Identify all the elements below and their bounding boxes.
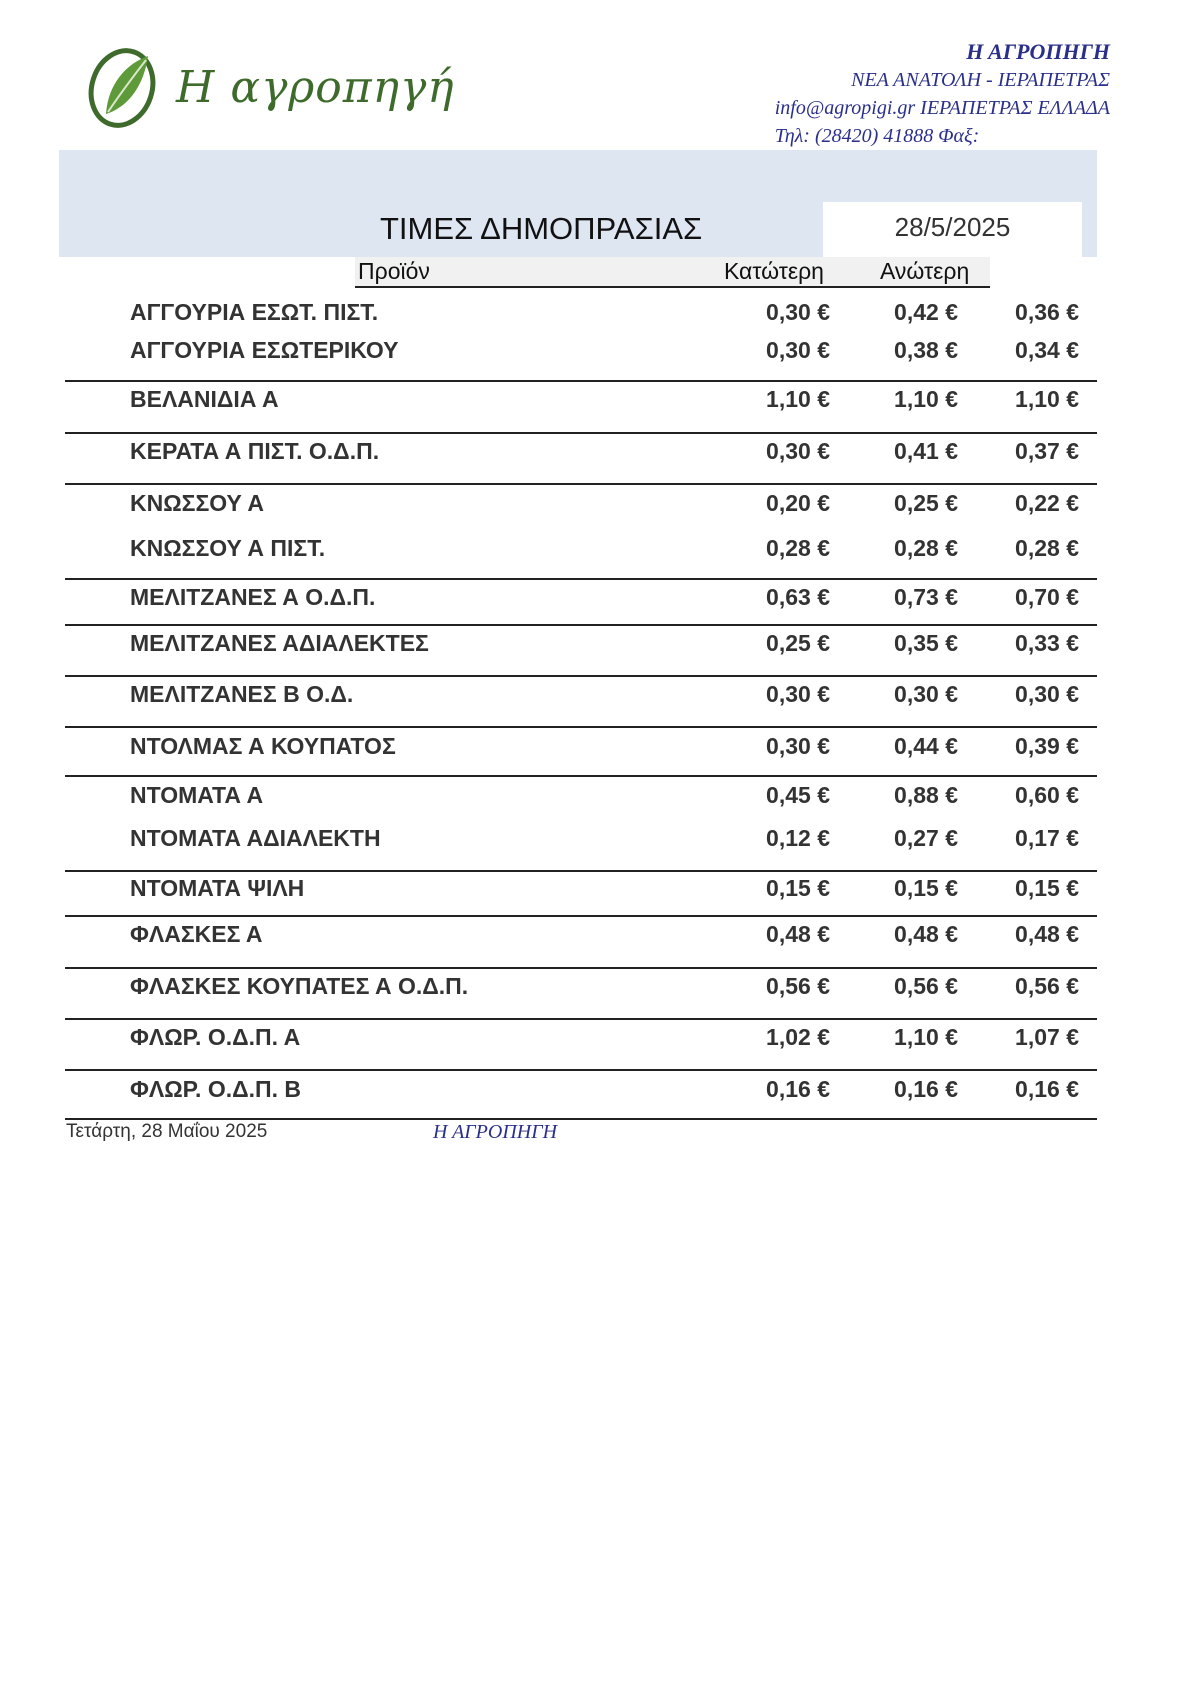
logo-text: Η αγροπηγή bbox=[176, 62, 455, 113]
footer-date: Τετάρτη, 28 Μαΐου 2025 bbox=[66, 1121, 268, 1142]
price-average: 0,28 € bbox=[1015, 535, 1079, 561]
product-name: ΜΕΛΙΤΖΑΝΕΣ Β Ο.Δ. bbox=[130, 681, 354, 707]
price-low: 0,56 € bbox=[766, 973, 830, 999]
product-name: ΝΤΟΜΑΤΑ ΨΙΛΗ bbox=[130, 875, 305, 901]
price-high: 0,30 € bbox=[894, 681, 958, 707]
column-header-low: Κατώτερη bbox=[724, 258, 824, 284]
price-high: 0,25 € bbox=[894, 490, 958, 516]
table-row bbox=[0, 299, 1200, 329]
row-divider bbox=[65, 380, 1097, 382]
price-high: 0,27 € bbox=[894, 825, 958, 851]
table-row bbox=[0, 825, 1200, 855]
price-average: 1,07 € bbox=[1015, 1024, 1079, 1050]
row-divider bbox=[65, 1018, 1097, 1020]
price-average: 0,37 € bbox=[1015, 438, 1079, 464]
product-name: ΦΛΩΡ. Ο.Δ.Π. Α bbox=[130, 1024, 301, 1050]
price-average: 0,70 € bbox=[1015, 584, 1079, 610]
product-name: ΚΝΩΣΣΟΥ Α bbox=[130, 490, 265, 516]
product-name: ΚΕΡΑΤΑ Α ΠΙΣΤ. Ο.Δ.Π. bbox=[130, 438, 380, 464]
column-header-rule bbox=[355, 286, 990, 288]
price-average: 1,10 € bbox=[1015, 386, 1079, 412]
table-row bbox=[0, 875, 1200, 905]
table-row bbox=[0, 386, 1200, 416]
row-divider bbox=[65, 870, 1097, 872]
product-name: ΦΛΑΣΚΕΣ ΚΟΥΠΑΤΕΣ Α Ο.Δ.Π. bbox=[130, 973, 469, 999]
column-header-high: Ανώτερη bbox=[880, 258, 970, 284]
price-high: 0,42 € bbox=[894, 299, 958, 325]
table-row bbox=[0, 782, 1200, 812]
row-divider bbox=[65, 578, 1097, 580]
company-info bbox=[775, 38, 1110, 150]
price-low: 0,30 € bbox=[766, 337, 830, 363]
product-name: ΦΛΩΡ. Ο.Δ.Π. Β bbox=[130, 1076, 302, 1102]
product-name: ΑΓΓΟΥΡΙΑ ΕΣΩΤ. ΠΙΣΤ. bbox=[130, 299, 379, 325]
price-high: 0,38 € bbox=[894, 337, 958, 363]
price-low: 0,15 € bbox=[766, 875, 830, 901]
price-average: 0,60 € bbox=[1015, 782, 1079, 808]
price-average: 0,36 € bbox=[1015, 299, 1079, 325]
company-address: ΝΕΑ ΑΝΑΤΟΛΗ - ΙΕΡΑΠΕΤΡΑΣ bbox=[851, 69, 1110, 91]
footer-company-name: Η ΑΓΡΟΠΗΓΗ bbox=[433, 1121, 558, 1143]
row-divider bbox=[65, 432, 1097, 434]
price-average: 0,30 € bbox=[1015, 681, 1079, 707]
company-tel-line: Τηλ: (28420) 41888 Φαξ: bbox=[774, 125, 980, 147]
price-low: 0,30 € bbox=[766, 681, 830, 707]
price-low: 1,02 € bbox=[766, 1024, 830, 1050]
table-row bbox=[0, 337, 1200, 367]
table-row bbox=[0, 490, 1200, 520]
table-row bbox=[0, 921, 1200, 951]
price-high: 0,16 € bbox=[894, 1076, 958, 1102]
price-high: 0,15 € bbox=[894, 875, 958, 901]
price-low: 0,28 € bbox=[766, 535, 830, 561]
table-row bbox=[0, 681, 1200, 711]
leaf-logo-icon bbox=[86, 44, 166, 134]
row-divider bbox=[65, 1069, 1097, 1071]
product-name: ΝΤΟΜΑΤΑ ΑΔΙΑΛΕΚΤΗ bbox=[130, 825, 381, 851]
price-high: 0,56 € bbox=[894, 973, 958, 999]
price-low: 0,20 € bbox=[766, 490, 830, 516]
auction-date: 28/5/2025 bbox=[894, 212, 1011, 242]
price-average: 0,33 € bbox=[1015, 630, 1079, 656]
product-name: ΦΛΑΣΚΕΣ Α bbox=[130, 921, 263, 947]
row-divider bbox=[65, 967, 1097, 969]
price-low: 0,30 € bbox=[766, 299, 830, 325]
table-row bbox=[0, 535, 1200, 565]
company-email-line: info@agropigi.gr ΙΕΡΑΠΕΤΡΑΣ ΕΛΛΑΔΑ bbox=[774, 97, 1110, 119]
price-low: 0,12 € bbox=[766, 825, 830, 851]
price-low: 0,30 € bbox=[766, 733, 830, 759]
price-average: 0,15 € bbox=[1015, 875, 1079, 901]
product-name: ΚΝΩΣΣΟΥ Α ΠΙΣΤ. bbox=[130, 535, 326, 561]
product-name: ΝΤΟΜΑΤΑ Α bbox=[130, 782, 264, 808]
price-high: 0,35 € bbox=[894, 630, 958, 656]
product-name: ΒΕΛΑΝΙΔΙΑ Α bbox=[130, 386, 279, 412]
price-average: 0,22 € bbox=[1015, 490, 1079, 516]
price-high: 0,28 € bbox=[894, 535, 958, 561]
price-high: 0,73 € bbox=[894, 584, 958, 610]
price-high: 1,10 € bbox=[894, 1024, 958, 1050]
product-name: ΜΕΛΙΤΖΑΝΕΣ Α Ο.Δ.Π. bbox=[130, 584, 376, 610]
table-row bbox=[0, 973, 1200, 1003]
column-header-product: Προϊόν bbox=[358, 258, 430, 284]
price-low: 0,16 € bbox=[766, 1076, 830, 1102]
price-low: 0,63 € bbox=[766, 584, 830, 610]
table-row bbox=[0, 438, 1200, 468]
row-divider bbox=[65, 726, 1097, 728]
row-divider bbox=[65, 675, 1097, 677]
company-logo bbox=[86, 44, 455, 139]
price-average: 0,17 € bbox=[1015, 825, 1079, 851]
price-low: 0,25 € bbox=[766, 630, 830, 656]
row-divider bbox=[65, 483, 1097, 485]
table-bottom-rule bbox=[65, 1118, 1097, 1120]
price-low: 1,10 € bbox=[766, 386, 830, 412]
price-average: 0,34 € bbox=[1015, 337, 1079, 363]
row-divider bbox=[65, 624, 1097, 626]
price-high: 1,10 € bbox=[894, 386, 958, 412]
price-high: 0,44 € bbox=[894, 733, 958, 759]
row-divider bbox=[65, 915, 1097, 917]
price-average: 0,56 € bbox=[1015, 973, 1079, 999]
table-row bbox=[0, 1024, 1200, 1054]
price-high: 0,88 € bbox=[894, 782, 958, 808]
price-low: 0,45 € bbox=[766, 782, 830, 808]
price-low: 0,30 € bbox=[766, 438, 830, 464]
price-low: 0,48 € bbox=[766, 921, 830, 947]
row-divider bbox=[65, 775, 1097, 777]
table-row bbox=[0, 584, 1200, 614]
price-average: 0,39 € bbox=[1015, 733, 1079, 759]
table-row bbox=[0, 630, 1200, 660]
company-name: Η ΑΓΡΟΠΗΓΗ bbox=[966, 39, 1110, 64]
page-title: ΤΙΜΕΣ ΔΗΜΟΠΡΑΣΙΑΣ bbox=[380, 211, 703, 246]
price-average: 0,16 € bbox=[1015, 1076, 1079, 1102]
table-row bbox=[0, 1076, 1200, 1106]
product-name: ΜΕΛΙΤΖΑΝΕΣ ΑΔΙΑΛΕΚΤΕΣ bbox=[130, 630, 429, 656]
price-high: 0,41 € bbox=[894, 438, 958, 464]
product-name: ΝΤΟΛΜΑΣ Α ΚΟΥΠΑΤΟΣ bbox=[130, 733, 396, 759]
table-row bbox=[0, 733, 1200, 763]
price-high: 0,48 € bbox=[894, 921, 958, 947]
price-average: 0,48 € bbox=[1015, 921, 1079, 947]
product-name: ΑΓΓΟΥΡΙΑ ΕΣΩΤΕΡΙΚΟΥ bbox=[130, 337, 399, 363]
